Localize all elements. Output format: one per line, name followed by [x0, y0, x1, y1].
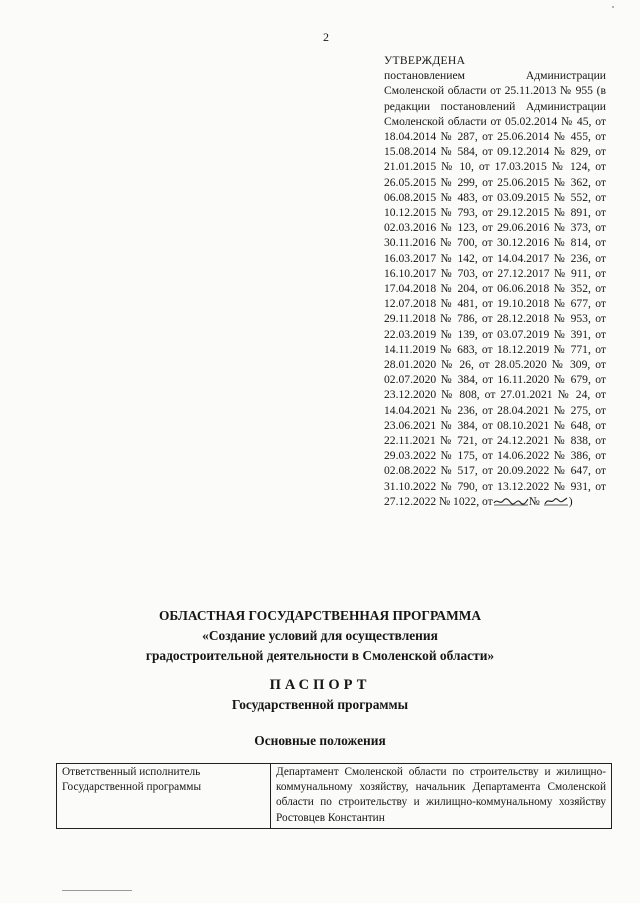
page-number: 2 [323, 30, 329, 44]
approval-block [384, 53, 606, 509]
handwritten-date-signature [493, 496, 529, 506]
scan-artifact-dot [612, 6, 614, 8]
program-title [30, 606, 610, 666]
section-title: Основные положения [254, 733, 386, 748]
main-provisions-table [56, 763, 612, 829]
number-sign: № [528, 494, 540, 508]
table-cell-label: Ответственный исполнитель Государственной программы [57, 764, 271, 829]
program-title-line-1: ОБЛАСТНАЯ ГОСУДАРСТВЕННАЯ ПРОГРАММА [158, 608, 482, 623]
handwritten-number-signature [543, 496, 569, 506]
table-row [57, 764, 612, 829]
approval-text [384, 68, 606, 509]
approval-heading: УТВЕРЖДЕНА [384, 54, 466, 67]
scan-artifact-line [62, 890, 132, 891]
passport-title: ПАСПОРТ [269, 677, 371, 693]
passport-subtitle: Государственной программы [231, 697, 409, 712]
program-title-line-2: «Создание условий для осуществления [202, 628, 438, 643]
closing-parenthesis: ) [568, 494, 573, 508]
program-title-line-3: градостроительной деятельности в Смоленской области» [145, 648, 495, 663]
approval-amendments: постановлением Администрации Смоленской области от 25.11.2013 № 955 (в редакции постановлений Администрации Смоленской области от 05.02.2014 № 45, от 18.04.2014 № 287, от 25.06.2014 № 455, от 15.08.2014 № 584, от 09.12.2014 № 829, от 21.01.2015 № 10, от 17.03.2015 № 124, от 26.05.2015 № 299, от 25.06.2015 № 362, от 06.08.2015 № 483, от 03.09.2015 № 552, от 10.12.2015 № 793, от 29.12.2015 № 891, от 02.03.2016 № 123, от 29.06.2016 № 373, от 30.11.2016 № 700, от 30.12.2016 № 814, от 16.03.2017 № 142, от 14.04.2017 № 236, от 16.10.2017 № 703, от 27.12.2017 № 911, от 17.04.2018 № 204, от 06.06.2018 № 352, от 12.07.2018 № 481, от 19.10.2018 № 677, от 29.11.2018 № 786, от 28.12.2018 № 953, от 22.03.2019 № 139, от 03.07.2019 № 391, от 14.11.2019 № 683, от 18.12.2019 № 771, от 28.01.2020 № 26, от 28.05.2020 № 309, от 02.07.2020 № 384, от 16.11.2020 № 679, от 23.12.2020 № 808, от 27.01.2021 № 24, от 14.04.2021 № 236, от 28.04.2021 № 275, от 23.06.2021 № 384, от 08.10.2021 № 648, от 22.11.2021 № 721, от 24.12.2021 № 838, от 29.03.2022 № 175, от 14.06.2022 № 386, от 02.08.2022 № 517, от 20.09.2022 № 647, от 31.10.2022 № 790, от 13.12.2022 № 931, от 27.12.2022 № 1022, от [384, 69, 606, 508]
table-cell-value: Департамент Смоленской области по строительству и жилищно-коммунальному хозяйству, начальник Департамента Смоленской области по строительству и жилищно-коммунальному хозяйству Ростовцев Константин [271, 764, 612, 829]
